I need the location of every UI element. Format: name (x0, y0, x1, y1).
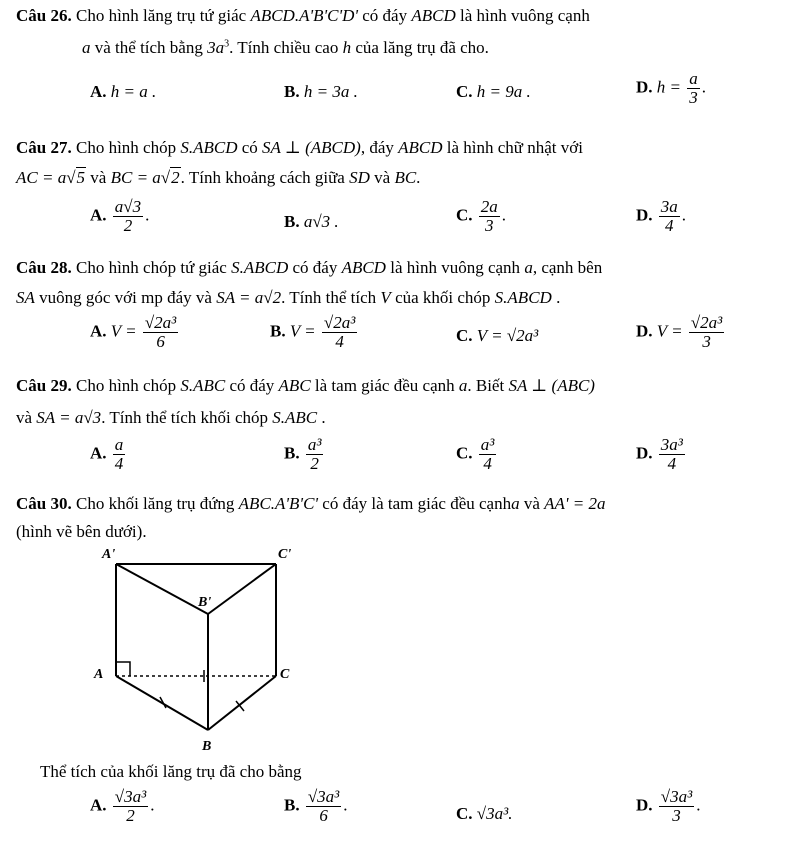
label-a1: A' (102, 547, 116, 562)
q30-line2: (hình vẽ bên dưới). (16, 522, 147, 541)
q29-line1: Câu 29. Cho hình chóp S.ABC có đáy ABC là tam giác đều cạnh a. Biết SA ⊥ (ABC) (16, 376, 595, 395)
right-angle-mark (116, 662, 130, 676)
q29-line2: và SA = a√3. Tính thể tích khối chóp S.ABC . (16, 408, 326, 427)
q27-option-a[interactable]: A. $\frac{a√3}{2}$ . (90, 197, 150, 235)
q28-option-c[interactable]: C. V = √2a³ (456, 326, 539, 345)
q28-line2: SA vuông góc với mp đáy và SA = a√2. Tính thể tích V của khối chóp S.ABCD . (16, 288, 561, 307)
q29-option-c[interactable]: C. $\frac{\text{a³}}{4}$ (456, 435, 495, 473)
q28-option-a[interactable]: A. V = $\frac{\text{√2a³}}{6}$ (90, 313, 177, 351)
q26-label: Câu 26. (16, 6, 72, 25)
q29-option-b[interactable]: B. $\frac{\text{a³}}{2}$ (284, 435, 322, 473)
edge-ab (116, 676, 208, 730)
q27-label: Câu 27. (16, 138, 72, 157)
edge-a1b1 (116, 564, 208, 614)
label-c: C (280, 667, 290, 682)
q29-option-d[interactable]: D. $\frac{\text{3a³}}{4}$ (636, 435, 683, 473)
label-b1: B' (198, 595, 212, 610)
label-c1: C' (278, 547, 292, 562)
q27-line2: AC = a√5 và BC = a√2. Tính khoảng cách giữa SD và BC. (16, 168, 421, 187)
q30-label: Câu 30. (16, 494, 72, 513)
q30-prompt: Thể tích của khối lăng trụ đã cho bằng (40, 762, 302, 781)
q29-option-a[interactable]: A. $\frac{a}{4}$ (90, 435, 124, 473)
q27-option-b[interactable]: B. a√3 . (284, 212, 339, 231)
q27-line1: Câu 27. Cho hình chóp S.ABCD có SA ⊥ (ABCD), đáy ABCD là hình chữ nhật với (16, 138, 583, 157)
q28-label: Câu 28. (16, 258, 72, 277)
label-a: A (94, 667, 104, 682)
q30-option-d[interactable]: D. $\frac{\text{√3a³}}{3}$ . (636, 787, 701, 825)
q30-option-a[interactable]: A. $\frac{\text{√3a³}}{2}$ . (90, 787, 155, 825)
edge-cb (208, 676, 276, 730)
label-b: B (202, 739, 212, 754)
q28-option-d[interactable]: D. V = $\frac{\text{√2a³}}{3}$ (636, 313, 723, 351)
q26-option-d[interactable]: D. h = $\frac{a}{3}$ . (636, 69, 707, 107)
q26-line2: a và thể tích bằng $3a^3$. Tính chiều cao h của lăng trụ đã cho. (82, 38, 489, 57)
q30-option-b[interactable]: B. $\frac{\text{√3a³}}{6}$ . (284, 787, 348, 825)
q29-label: Câu 29. (16, 376, 72, 395)
q28-line1: Câu 28. Cho hình chóp tứ giác S.ABCD có đáy ABCD là hình vuông cạnh a, cạnh bên (16, 258, 603, 277)
prism-figure (80, 544, 310, 754)
edge-c1b1 (208, 564, 276, 614)
q30-line1: Câu 30. Cho khối lăng trụ đứng ABC.A'B'C' có đáy là tam giác đều cạnha và AA' = 2a (16, 494, 606, 513)
q26-option-b[interactable]: B. h = 3a . (284, 82, 358, 101)
q28-option-b[interactable]: B. V = $\frac{\text{√2a³}}{4}$ (270, 313, 356, 351)
q30-option-c[interactable]: C. √3a³. (456, 804, 513, 823)
q27-option-c[interactable]: C. $\frac{2a}{3}$ . (456, 197, 507, 235)
q26-option-c[interactable]: C. h = 9a . (456, 82, 531, 101)
q26-line1: Câu 26. Cho hình lăng trụ tứ giác ABCD.A'B'C'D' có đáy ABCD là hình vuông cạnh (16, 6, 590, 25)
q27-option-d[interactable]: D. $\frac{3a}{4}$ . (636, 197, 687, 235)
q26-option-a[interactable]: A. h = a . (90, 82, 157, 101)
